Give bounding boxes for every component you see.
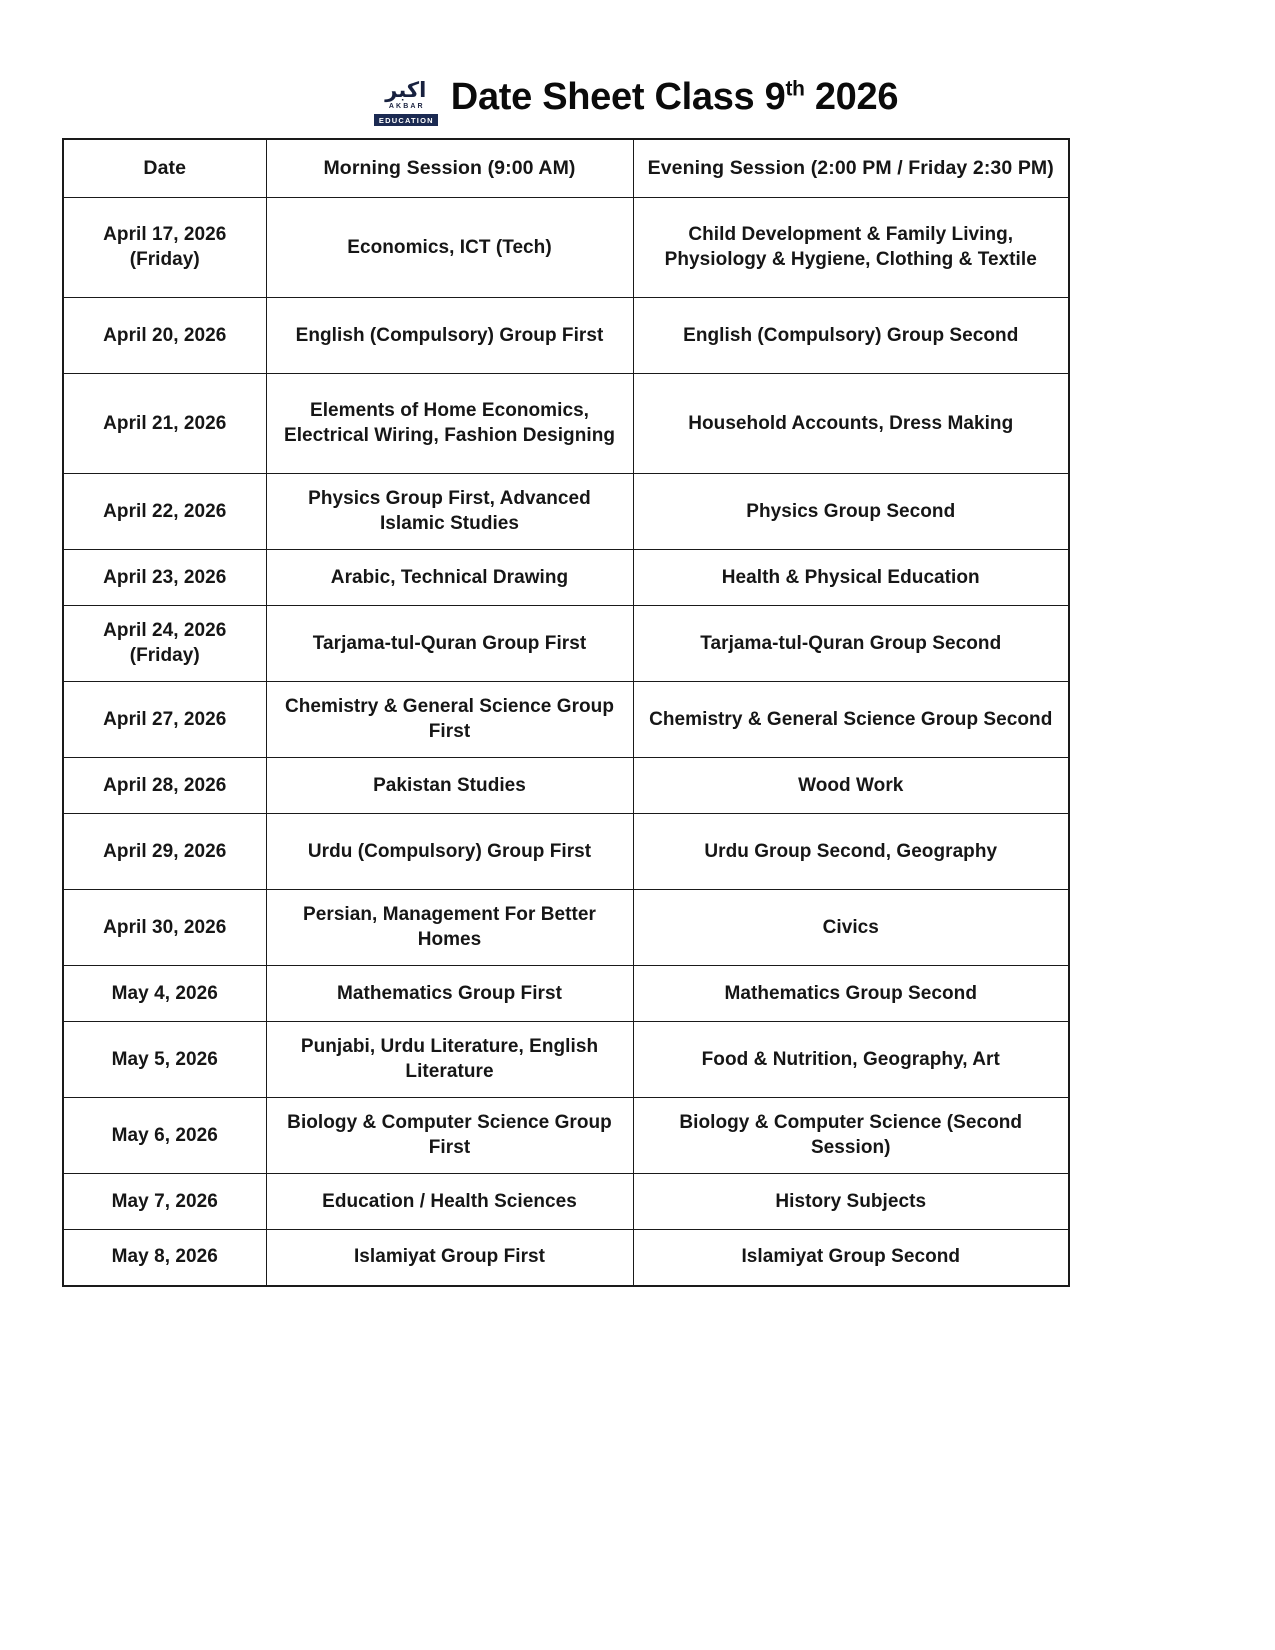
cell-morning-session: Elements of Home Economics, Electrical Wiring, Fashion Designing [266, 374, 633, 474]
table-row [63, 1022, 1069, 1098]
cell-date: April 30, 2026 [63, 890, 266, 966]
table-row [63, 298, 1069, 374]
cell-morning-session: Education / Health Sciences [266, 1174, 633, 1230]
column-header-morning-session: Morning Session (9:00 AM) [266, 139, 633, 198]
date-sheet-table [62, 138, 1070, 1287]
cell-evening-session: Chemistry & General Science Group Second [633, 682, 1069, 758]
cell-date: April 28, 2026 [63, 758, 266, 814]
column-header-date: Date [63, 139, 266, 198]
cell-date: May 5, 2026 [63, 1022, 266, 1098]
cell-morning-session: Islamiyat Group First [266, 1230, 633, 1286]
table-row [63, 682, 1069, 758]
table-header [63, 139, 1069, 198]
cell-evening-session: Biology & Computer Science (Second Session) [633, 1098, 1069, 1174]
logo-arabic-script: اکبر [385, 78, 427, 102]
cell-date: April 22, 2026 [63, 474, 266, 550]
page-title-prefix: Date Sheet Class 9 [450, 76, 786, 118]
cell-morning-session: Pakistan Studies [266, 758, 633, 814]
cell-evening-session: English (Compulsory) Group Second [633, 298, 1069, 374]
cell-evening-session: Wood Work [633, 758, 1069, 814]
cell-morning-session: Mathematics Group First [266, 966, 633, 1022]
table-row [63, 550, 1069, 606]
cell-date: May 7, 2026 [63, 1174, 266, 1230]
cell-evening-session: Household Accounts, Dress Making [633, 374, 1069, 474]
cell-evening-session: Mathematics Group Second [633, 966, 1069, 1022]
table-row [63, 758, 1069, 814]
table-row [63, 474, 1069, 550]
cell-evening-session: Physics Group Second [633, 474, 1069, 550]
logo-brand-subtitle: EDUCATION [374, 114, 438, 126]
table-body [63, 198, 1069, 1286]
table-row [63, 814, 1069, 890]
cell-morning-session: Arabic, Technical Drawing [266, 550, 633, 606]
table-row [63, 198, 1069, 298]
cell-morning-session: Physics Group First, Advanced Islamic Studies [266, 474, 633, 550]
cell-evening-session: Food & Nutrition, Geography, Art [633, 1022, 1069, 1098]
cell-date: May 6, 2026 [63, 1098, 266, 1174]
cell-date: April 21, 2026 [63, 374, 266, 474]
table-row [63, 606, 1069, 682]
cell-evening-session: Islamiyat Group Second [633, 1230, 1069, 1286]
cell-date: April 20, 2026 [63, 298, 266, 374]
akbar-education-logo [377, 66, 435, 128]
cell-morning-session: Persian, Management For Better Homes [266, 890, 633, 966]
cell-morning-session: Urdu (Compulsory) Group First [266, 814, 633, 890]
table-row [63, 1174, 1069, 1230]
table-header-row [63, 139, 1069, 198]
cell-morning-session: English (Compulsory) Group First [266, 298, 633, 374]
logo-brand-name: AKBAR [388, 103, 425, 110]
cell-morning-session: Punjabi, Urdu Literature, English Literature [266, 1022, 633, 1098]
cell-date: April 24, 2026 (Friday) [63, 606, 266, 682]
page-title-year: 2026 [814, 76, 899, 118]
table-row [63, 890, 1069, 966]
cell-evening-session: History Subjects [633, 1174, 1069, 1230]
cell-date: April 27, 2026 [63, 682, 266, 758]
page-title [451, 75, 898, 119]
cell-morning-session: Economics, ICT (Tech) [266, 198, 633, 298]
table-row [63, 374, 1069, 474]
cell-morning-session: Tarjama-tul-Quran Group First [266, 606, 633, 682]
cell-evening-session: Urdu Group Second, Geography [633, 814, 1069, 890]
cell-date: May 4, 2026 [63, 966, 266, 1022]
cell-morning-session: Biology & Computer Science Group First [266, 1098, 633, 1174]
cell-date: April 23, 2026 [63, 550, 266, 606]
page-title-ordinal-suffix: th [785, 77, 805, 101]
cell-evening-session: Civics [633, 890, 1069, 966]
cell-morning-session: Chemistry & General Science Group First [266, 682, 633, 758]
document-header [0, 62, 1275, 132]
table-row [63, 1098, 1069, 1174]
column-header-evening-session: Evening Session (2:00 PM / Friday 2:30 PM) [633, 139, 1069, 198]
table-row [63, 1230, 1069, 1286]
cell-date: April 17, 2026 (Friday) [63, 198, 266, 298]
cell-evening-session: Tarjama-tul-Quran Group Second [633, 606, 1069, 682]
cell-evening-session: Health & Physical Education [633, 550, 1069, 606]
cell-date: April 29, 2026 [63, 814, 266, 890]
table-row [63, 966, 1069, 1022]
cell-evening-session: Child Development & Family Living, Physiology & Hygiene, Clothing & Textile [633, 198, 1069, 298]
cell-date: May 8, 2026 [63, 1230, 266, 1286]
